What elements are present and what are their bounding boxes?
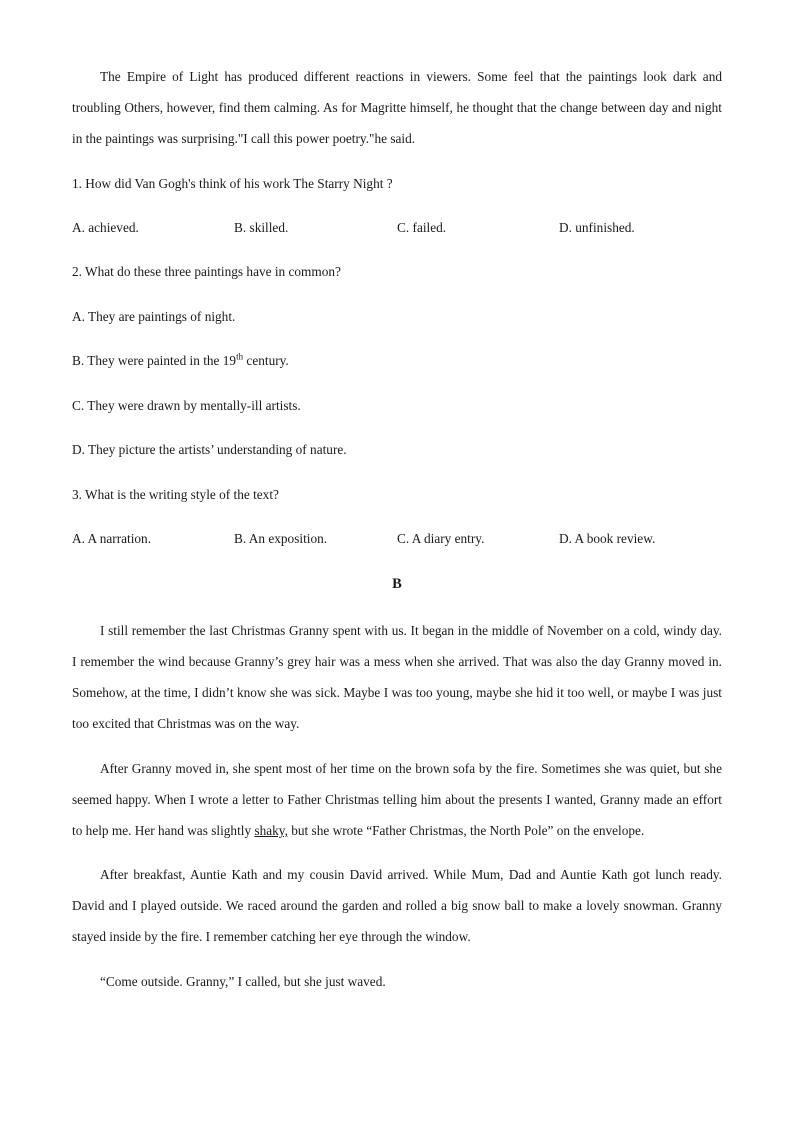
question-2-option-a: A. They are paintings of night.: [72, 309, 236, 324]
section-b-paragraph-3: After breakfast, Auntie Kath and my cousin David arrived. While Mum, Dad and Auntie Kath got lunch ready. David and I played outside. We raced around the garden and rolled a big snow ball to make a lovely snowman. Granny stayed inside by the fire. I remember catching her eye through the window.: [72, 867, 722, 944]
section-b-paragraph-2-before: After Granny moved in, she spent most of her time on the brown sofa by the fire. Sometimes she was quiet, but she seemed happy. When I wrote a letter to Father Christmas telling him about the presents I wanted, Granny made an effort to help me. Her hand was slightly: [72, 761, 722, 838]
section-b-paragraph-1: I still remember the last Christmas Granny spent with us. It began in the middle of November on a cold, windy day. I remember the wind because Granny’s grey hair was a mess when she arrived. That was also the day Granny moved in. Somehow, at the time, I didn’t know she was sick. Maybe I was too young, maybe she hid it too well, or maybe I was just too excited that Christmas was on the way.: [72, 623, 722, 731]
question-3-option-d: D. A book review.: [559, 531, 656, 546]
question-2-option-b-tail: century.: [243, 353, 289, 368]
question-1-options: [72, 218, 722, 238]
question-1-option-c: C. failed.: [397, 220, 447, 235]
question-3-options: [72, 529, 722, 549]
question-3-option-b: B. An exposition.: [234, 531, 328, 546]
question-2-option-b-superscript: th: [236, 351, 244, 362]
question-3-option-a: A. A narration.: [72, 531, 152, 546]
question-1-stem: 1. How did Van Gogh's think of his work The Starry Night ?: [72, 176, 393, 191]
section-b-heading: B: [392, 576, 402, 592]
question-2-stem: 2. What do these three paintings have in common?: [72, 264, 341, 279]
question-2-option-b-text: B. They were painted in the 19: [72, 353, 237, 368]
question-2-option-c: C. They were drawn by mentally-ill artists.: [72, 398, 301, 413]
section-b-paragraph-4: “Come outside. Granny,” I called, but she just waved.: [100, 974, 386, 989]
passage-a-closing-paragraph: The Empire of Light has produced different reactions in viewers. Some feel that the paintings look dark and troubling Others, however, find them calming. As for Magritte himself, he thought that the change between day and night in the paintings was surprising."I call this power poetry."he said.: [72, 69, 722, 146]
underlined-word-shaky: shaky,: [254, 823, 288, 838]
question-1-option-a: A. achieved.: [72, 220, 139, 235]
question-1-option-b: B. skilled.: [234, 220, 289, 235]
question-3-stem: 3. What is the writing style of the text?: [72, 487, 279, 502]
question-3-option-c: C. A diary entry.: [397, 531, 485, 546]
section-b-paragraph-2: [72, 753, 722, 846]
question-2-option-b: [72, 351, 722, 371]
question-1-option-d: D. unfinished.: [559, 220, 635, 235]
question-2-option-d: D. They picture the artists’ understanding of nature.: [72, 442, 347, 457]
section-b-paragraph-2-after: but she wrote “Father Christmas, the North Pole” on the envelope.: [287, 823, 645, 838]
